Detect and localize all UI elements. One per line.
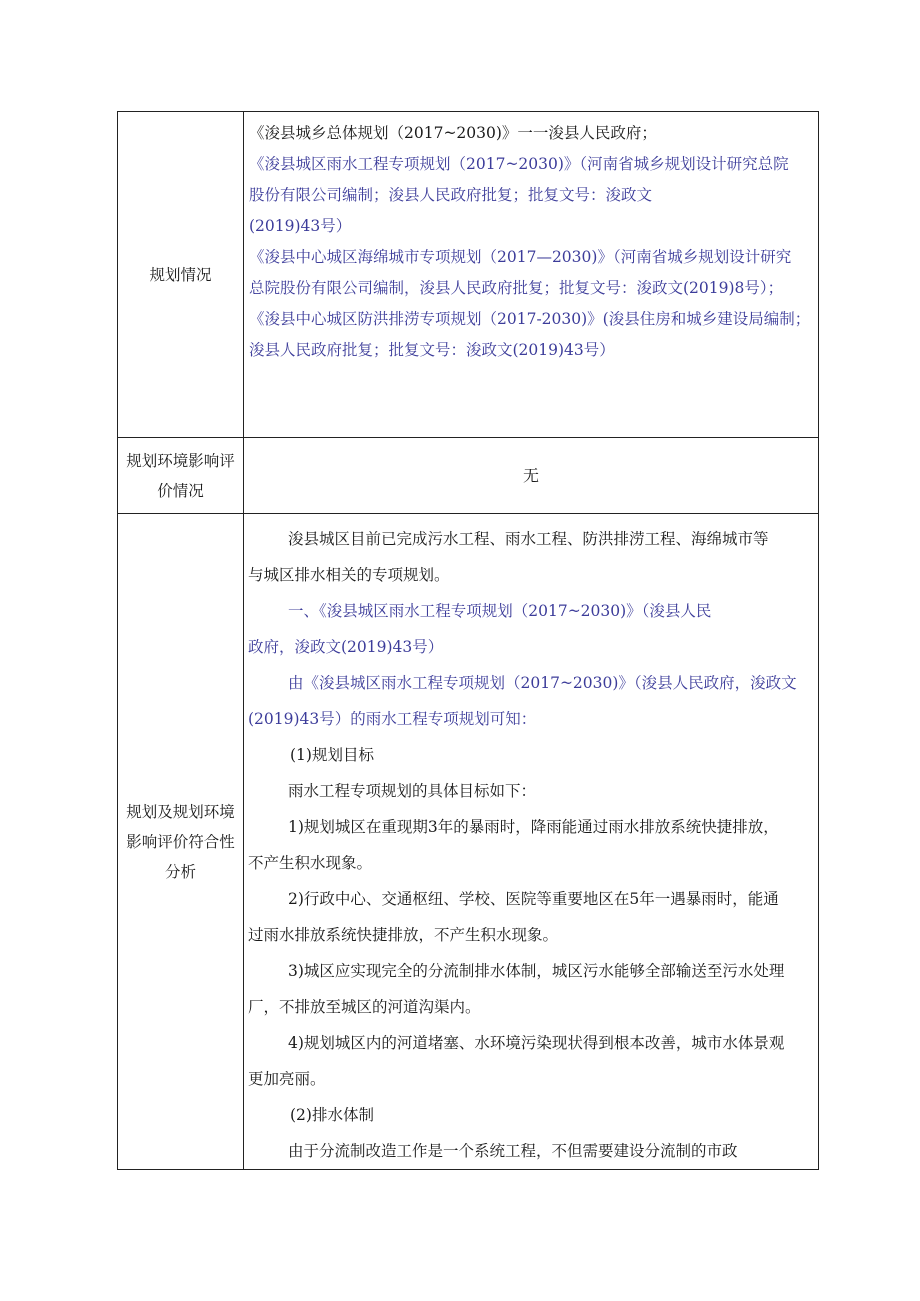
row-planning-status (118, 112, 819, 438)
plan-line-3: 股份有限公司编制；浚县人民政府批复；批复文号：浚政文 (249, 186, 653, 204)
eia-value: 无 (522, 466, 539, 485)
analysis-line-15: 4)规划城区内的河道堵塞、水环境污染现状得到根本改善，城市水体景观 (288, 1034, 785, 1052)
content-planning-status (244, 112, 819, 438)
analysis-line-1: 浚县城区目前已完成污水工程、雨水工程、防洪排涝工程、海绵城市等 (288, 530, 769, 548)
analysis-line-6: (2019)43号）的雨水工程专项规划可知： (248, 710, 537, 728)
label-planning-status (118, 112, 244, 438)
label-eia-line-1: 规划环境影响评 (126, 451, 235, 470)
planning-table (117, 111, 819, 1170)
label-eia-line-2: 价情况 (157, 481, 204, 500)
plan-line-2: 《浚县城区雨水工程专项规划（2017~2030)》（河南省城乡规划设计研究总院 (249, 155, 789, 173)
analysis-line-18: 由于分流制改造工作是一个系统工程，不但需要建设分流制的市政 (288, 1142, 738, 1160)
analysis-line-13: 3)城区应实现完全的分流制排水体制，城区污水能够全部输送至污水处理 (288, 962, 785, 980)
row-eia-status (118, 438, 819, 514)
analysis-line-8: 雨水工程专项规划的具体目标如下： (288, 782, 537, 800)
analysis-line-14: 厂，不排放至城区的河道沟渠内。 (248, 998, 481, 1016)
analysis-line-3: 一、《浚县城区雨水工程专项规划（2017~2030)》（浚县人民 (288, 602, 712, 620)
analysis-line-11: 2)行政中心、交通枢纽、学校、医院等重要地区在5年一遇暴雨时，能通 (288, 890, 779, 908)
plan-line-7: 《浚县中心城区防洪排涝专项规划（2017-2030)》(浚县住房和城乡建设局编制； (249, 310, 811, 328)
plan-line-6: 总院股份有限公司编制，浚县人民政府批复；批复文号：浚政文(2019)8号）； (249, 279, 784, 297)
analysis-line-4: 政府，浚政文(2019)43号） (248, 638, 444, 656)
row-conformity-analysis (118, 514, 819, 1170)
content-conformity-analysis (244, 514, 819, 1170)
analysis-line-5: 由《浚县城区雨水工程专项规划（2017~2030)》（浚县人民政府，浚政文 (288, 674, 797, 692)
plan-line-5: 《浚县中心城区海绵城市专项规划（2017—2030)》（河南省城乡规划设计研究 (249, 248, 792, 266)
label-analysis-line-1: 规划及规划环境 (126, 802, 235, 821)
analysis-line-2: 与城区排水相关的专项规划。 (248, 566, 450, 584)
plan-line-8: 浚县人民政府批复；批复文号：浚政文(2019)43号） (249, 341, 615, 359)
label-planning-status-text: 规划情况 (149, 265, 212, 284)
analysis-line-9: 1)规划城区在重现期3年的暴雨时，降雨能通过雨水排放系统快捷排放， (288, 818, 779, 836)
analysis-line-7: (1)规划目标 (290, 746, 374, 764)
analysis-line-12: 过雨水排放系统快捷排放，不产生积水现象。 (248, 926, 559, 944)
analysis-line-16: 更加亮丽。 (248, 1070, 326, 1088)
plan-line-1: 《浚县城乡总体规划（2017~2030)》一一浚县人民政府； (249, 124, 657, 142)
analysis-line-17: (2)排水体制 (290, 1106, 374, 1124)
analysis-line-10: 不产生积水现象。 (248, 854, 373, 872)
label-eia-status (118, 438, 244, 514)
label-analysis-line-2: 影响评价符合性 (126, 832, 235, 851)
label-conformity-analysis (118, 514, 244, 1170)
content-eia-status (244, 438, 819, 514)
label-analysis-line-3: 分析 (164, 862, 196, 881)
plan-line-4: (2019)43号） (249, 217, 352, 235)
